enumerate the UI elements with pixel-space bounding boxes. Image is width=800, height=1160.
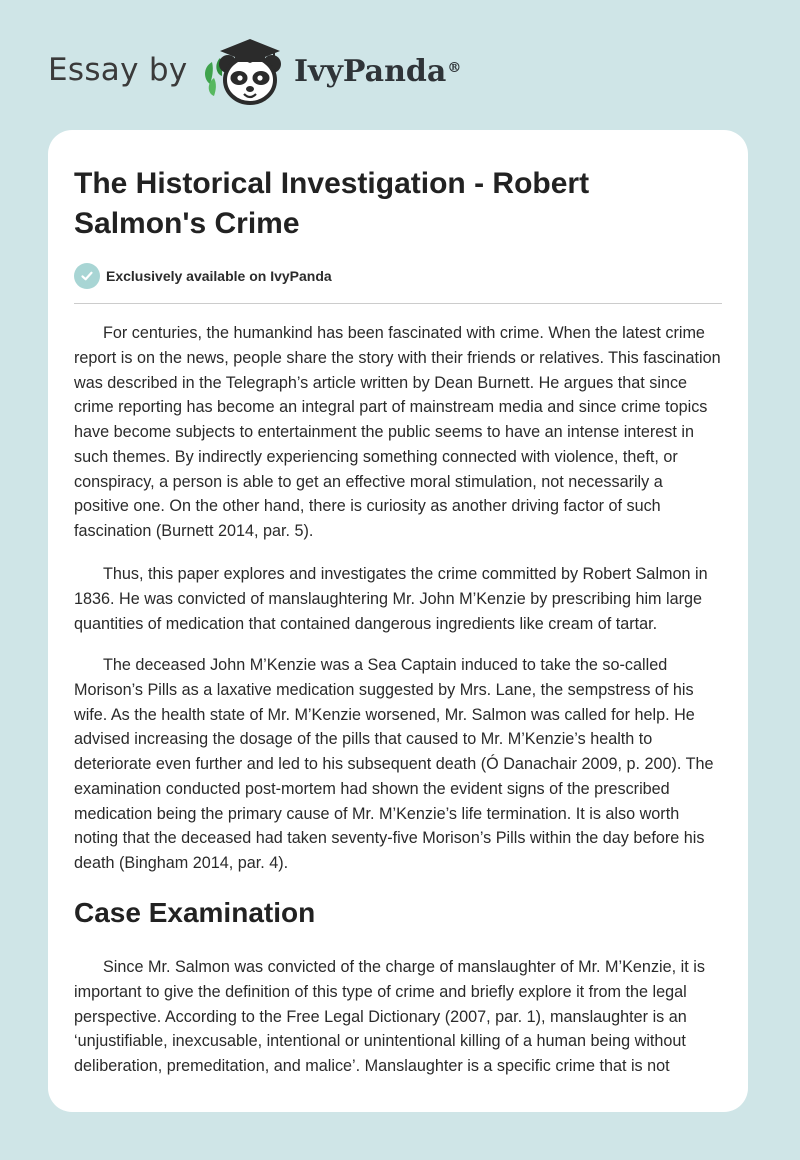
page-title: The Historical Investigation - Robert Salmon's Crime <box>74 167 590 240</box>
registered-mark: ® <box>447 60 462 76</box>
exclusive-availability <box>74 263 332 289</box>
site-header <box>0 0 800 130</box>
divider <box>74 303 722 304</box>
check-badge-icon <box>74 263 100 289</box>
panda-graduate-logo-icon <box>200 34 292 110</box>
exclusive-label: Exclusively available on IvyPanda <box>106 268 332 284</box>
body-paragraph: The deceased John M’Kenzie was a Sea Captain induced to take the so-called Morison’s Pills as a laxative medication suggested by Mrs. Lane, the sempstress of his wife. As the health state of Mr. M’Kenzie worsened, Mr. Salmon was called for help. He advised increasing the dosage of the pills that caused to Mr. M’Kenzie’s health to deteriorate even further and led to his subsequent death (Ó Danachair 2009, p. 200). The examination conducted post-mortem had shown the evident signs of the prescribed medication being the primary cause of Mr. M’Kenzie’s life termination. It is also worth noting that the deceased had taken seventy-five Morison’s Pills within the day before his death (Bingham 2014, par. 4). <box>74 656 714 872</box>
body-paragraph: Since Mr. Salmon was convicted of the charge of manslaughter of Mr. M’Kenzie, it is important to give the definition of this type of crime and briefly explore it from the legal perspective. According to the Free Legal Dictionary (2007, par. 1), manslaughter is an ‘unjustifiable, inexcusable, intentional or unintentional killing of a human being without deliberation, premeditation, and malice’. Manslaughter is a specific crime that is not <box>74 958 705 1075</box>
brand-logo <box>294 52 461 92</box>
section-heading: Case Examination <box>74 897 316 928</box>
essay-by-label: Essay by <box>48 52 188 88</box>
body-paragraph: Thus, this paper explores and investigates the crime committed by Robert Salmon in 1836. He was convicted of manslaughtering Mr. John M’Kenzie by prescribing him large quantities of medication that contained dangerous ingredients like cream of tartar. <box>74 565 708 633</box>
body-paragraph: For centuries, the humankind has been fascinated with crime. When the latest crime report is on the news, people share the story with their friends or relatives. This fascination was described in the Telegraph’s article written by Dean Burnett. He argues that since crime reporting has become an integral part of mainstream media and since crime topics have become subjects to entertainment the public seems to have an intense interest in such themes. By indirectly experiencing something connected with violence, theft, or conspiracy, a person is able to get an effective moral stimulation, not necessarily a positive one. On the other hand, there is curiosity as another driving factor of such fascination (Burnett 2014, par. 5). <box>74 324 721 540</box>
brand-name: IvyPanda <box>294 54 447 89</box>
essay-card <box>48 130 748 1112</box>
